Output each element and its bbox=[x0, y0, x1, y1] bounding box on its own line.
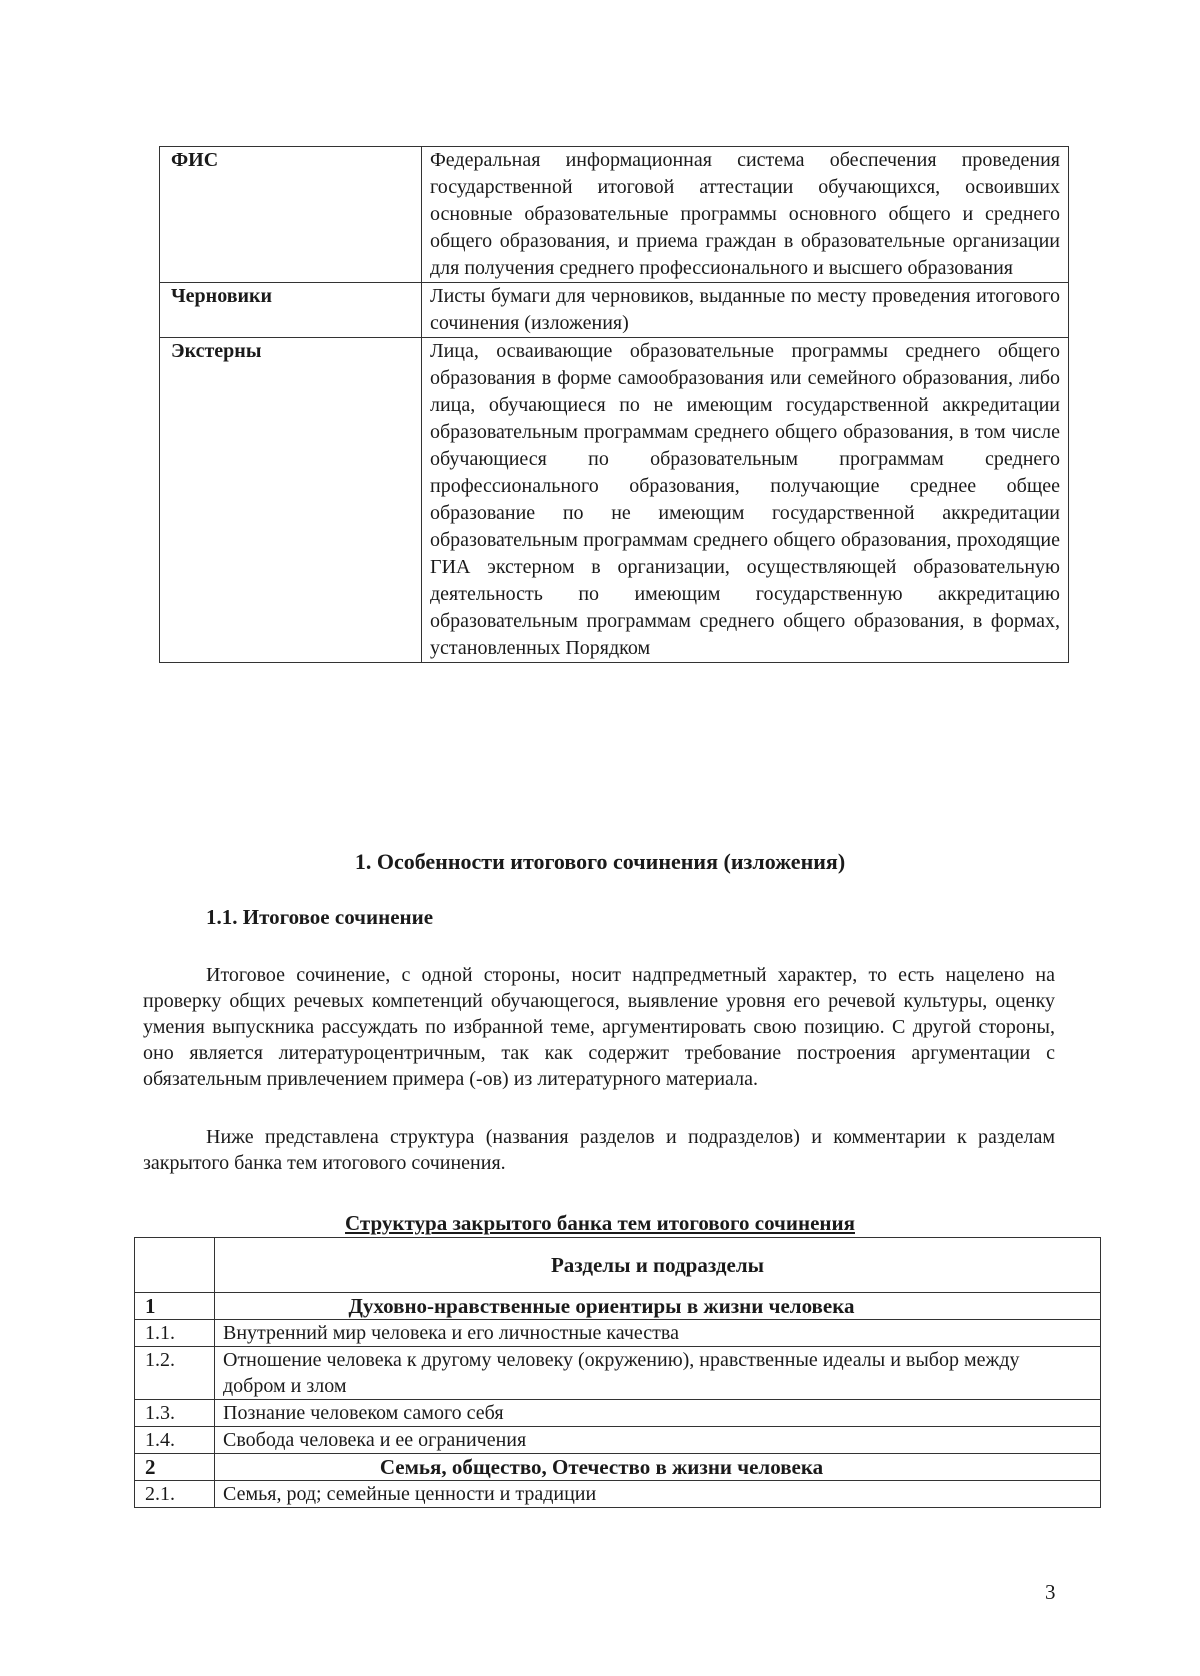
table-header-row bbox=[135, 1238, 1101, 1293]
body-paragraph: Итоговое сочинение, с одной стороны, носит надпредметный характер, то есть нацелено на проверку общих речевых компетенций обучающегося, выявление уровня его речевой культуры, оценку умения выпускника рассуждать по избранной теме, аргументировать свою позицию. С другой стороны, оно является литературоцентричным, так как содержит требование построения аргументации с обязательным привлечением примера (-ов) из литературного материала. bbox=[143, 964, 1055, 1090]
row-title-text: Отношение человека к другому человеку (окружению), нравственные идеалы и выбор между добром и злом bbox=[223, 1349, 1020, 1397]
terms-table bbox=[159, 146, 1069, 663]
subsection-heading: 1.1. Итоговое сочинение bbox=[206, 905, 434, 929]
row-title-cell: Семья, род; семейные ценности и традиции bbox=[215, 1481, 1101, 1508]
table-row bbox=[135, 1427, 1101, 1454]
table-row bbox=[135, 1481, 1101, 1508]
table-row bbox=[135, 1400, 1101, 1427]
table-caption bbox=[0, 1210, 1200, 1236]
definition-cell: Федеральная информационная система обеспечения проведения государственной итоговой аттестации обучающихся, освоивших основные образовательные программы основного общего и среднего общего образования, и приема граждан в образовательные организации для получения среднего профессионального и высшего образования bbox=[422, 147, 1069, 283]
term-cell: Черновики bbox=[160, 283, 422, 338]
table-row bbox=[160, 283, 1069, 338]
themes-table bbox=[134, 1237, 1101, 1508]
row-num-cell: 2 bbox=[135, 1454, 215, 1481]
row-title-cell: Познание человеком самого себя bbox=[215, 1400, 1101, 1427]
table-row bbox=[135, 1454, 1101, 1481]
table-row bbox=[160, 338, 1069, 663]
row-num-cell: 2.1. bbox=[135, 1481, 215, 1508]
row-num-cell: 1.3. bbox=[135, 1400, 215, 1427]
term-cell: Экстерны bbox=[160, 338, 422, 663]
table-row bbox=[160, 147, 1069, 283]
header-num-cell bbox=[135, 1238, 215, 1293]
section-heading: 1. Особенности итогового сочинения (изложения) bbox=[354, 849, 846, 874]
row-title-cell: Семья, общество, Отечество в жизни человека bbox=[215, 1454, 1101, 1481]
definition-cell: Лица, осваивающие образовательные программы среднего общего образования в форме самообразования или семейного образования, либо лица, обучающиеся по не имеющим государственной аккредитации образовательным программам среднего общего образования, в том числе обучающиеся по образовательным программам среднего профессионального образования, получающие среднее общее образование по не имеющим государственной аккредитации образовательным программам среднего общего образования, проходящие ГИА экстерном в организации, осуществляющей образовательную деятельность по имеющим государственную аккредитацию образовательным программам среднего общего образования, в формах, установленных Порядком bbox=[422, 338, 1069, 663]
row-num-cell: 1.2. bbox=[135, 1347, 215, 1400]
table-row bbox=[135, 1293, 1101, 1320]
table-row bbox=[135, 1320, 1101, 1347]
row-num-cell: 1.1. bbox=[135, 1320, 215, 1347]
row-title-cell bbox=[215, 1347, 1101, 1400]
row-num-cell: 1.4. bbox=[135, 1427, 215, 1454]
row-title-cell: Внутренний мир человека и его личностные качества bbox=[215, 1320, 1101, 1347]
header-title-cell: Разделы и подразделы bbox=[215, 1238, 1101, 1293]
table-caption-text: Структура закрытого банка тем итогового сочинения bbox=[345, 1211, 855, 1235]
definition-cell: Листы бумаги для черновиков, выданные по месту проведения итогового сочинения (изложения) bbox=[422, 283, 1069, 338]
row-title-cell: Духовно-нравственные ориентиры в жизни человека bbox=[215, 1293, 1101, 1320]
page-number: 3 bbox=[1045, 1580, 1056, 1604]
table-row bbox=[135, 1347, 1101, 1400]
body-paragraph: Ниже представлена структура (названия разделов и подразделов) и комментарии к разделам закрытого банка тем итогового сочинения. bbox=[143, 1126, 1055, 1174]
row-num-cell: 1 bbox=[135, 1293, 215, 1320]
row-title-cell: Свобода человека и ее ограничения bbox=[215, 1427, 1101, 1454]
term-cell: ФИС bbox=[160, 147, 422, 283]
